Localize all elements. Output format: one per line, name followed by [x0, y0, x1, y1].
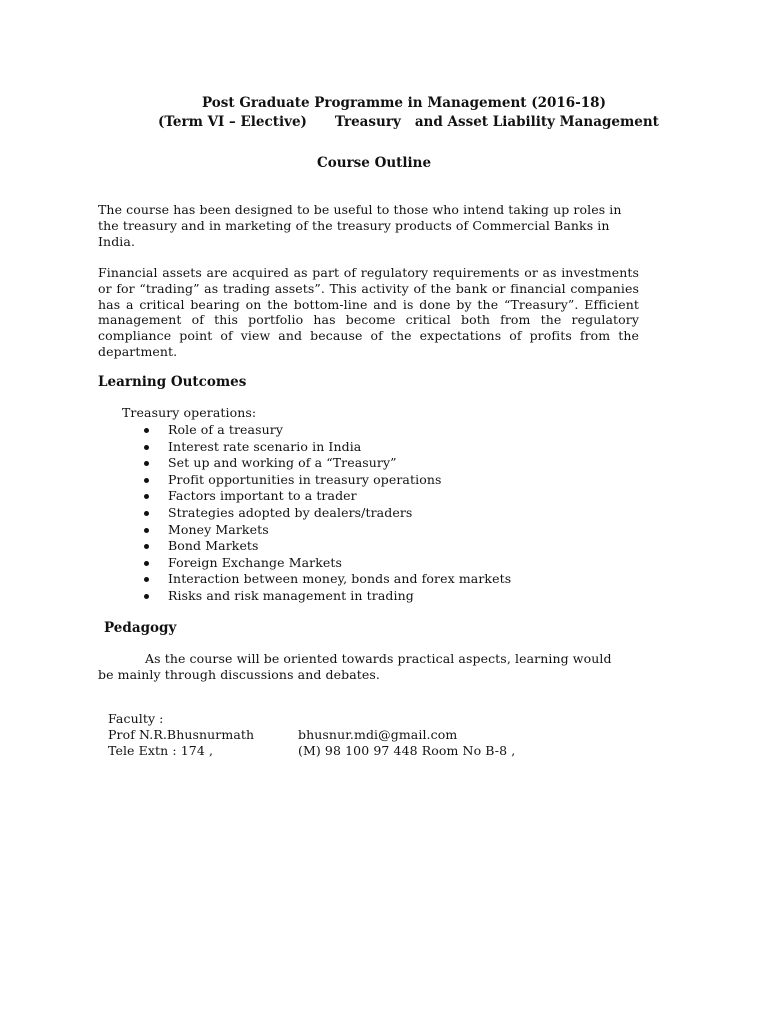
list-item: [142, 472, 511, 489]
bullet-icon: [144, 461, 149, 466]
course-title-treasury: Treasury: [334, 114, 401, 130]
bullet-icon: [144, 445, 149, 450]
faculty-label: Faculty :: [108, 711, 164, 726]
list-item: [142, 488, 511, 505]
list-item-text: Risks and risk management in trading: [168, 587, 414, 603]
term-label: (Term VI – Elective): [158, 114, 307, 130]
faculty-email: bhusnur.mdi@gmail.com: [298, 727, 458, 742]
bullet-icon: [144, 478, 149, 483]
programme-title-text: Post Graduate Programme in Management (2016-18): [202, 95, 606, 111]
list-item: [142, 522, 511, 539]
learning-outcomes-heading: Learning Outcomes: [98, 374, 247, 390]
list-item-text: Factors important to a trader: [168, 488, 357, 504]
bullet-icon: [144, 544, 149, 549]
bullet-icon: [144, 594, 149, 599]
bullet-icon: [144, 561, 149, 566]
bullet-icon: [144, 577, 149, 582]
list-item: [142, 422, 511, 439]
list-item-text: Bond Markets: [168, 538, 259, 554]
list-item: [142, 588, 511, 605]
list-item: [142, 505, 511, 522]
course-outline-heading: Course Outline: [317, 155, 432, 171]
bullet-icon: [144, 528, 149, 533]
list-item: [142, 555, 511, 572]
pedagogy-heading: Pedagogy: [104, 620, 177, 636]
course-title-alm: and Asset Liability Management: [414, 114, 659, 130]
list-item-text: Role of a treasury: [168, 422, 284, 437]
bullet-icon: [144, 428, 149, 433]
list-item-text: Set up and working of a “Treasury”: [168, 455, 397, 471]
treasury-operations-label: Treasury operations:: [122, 405, 257, 420]
intro-paragraph-1: The course has been designed to be useful to those who intend taking up roles in the treasury and in marketing of the treasury products of Commercial Banks in India.: [98, 202, 622, 249]
bullet-icon: [144, 511, 149, 516]
list-item: [142, 439, 511, 456]
list-item-text: Foreign Exchange Markets: [168, 554, 343, 570]
bullet-icon: [144, 494, 149, 499]
learning-outcomes-list: [142, 422, 511, 605]
programme-title: [202, 95, 606, 111]
intro-paragraph-2: Financial assets are acquired as part of regulatory requirements or as investments or for “trading” as trading assets”. This activity of the bank or financial companies has a critical bearing on the bottom-line and is done by the “Treasury”. Efficient management of this portfolio has become critical both from the regulatory compliance point of view and because of the expectations of profits from the department.: [98, 265, 639, 359]
list-item-text: Interaction between money, bonds and forex markets: [168, 571, 512, 587]
list-item-text: Strategies adopted by dealers/traders: [168, 504, 413, 520]
course-title: [158, 114, 659, 130]
list-item-text: Money Markets: [168, 521, 269, 537]
faculty-tele-extn: Tele Extn : 174 ,: [108, 743, 214, 758]
list-item: [142, 571, 511, 588]
pedagogy-text: As the course will be oriented towards practical aspects, learning would be mainly through discussions and debates.: [98, 651, 612, 682]
faculty-mobile-room: (M) 98 100 97 448 Room No B-8 ,: [298, 743, 516, 758]
pedagogy-paragraph: [98, 651, 618, 683]
faculty-name: Prof N.R.Bhusnurmath: [108, 727, 255, 742]
list-item: [142, 538, 511, 555]
list-item-text: Profit opportunities in treasury operations: [168, 471, 442, 487]
list-item: [142, 455, 511, 472]
list-item-text: Interest rate scenario in India: [168, 438, 362, 454]
